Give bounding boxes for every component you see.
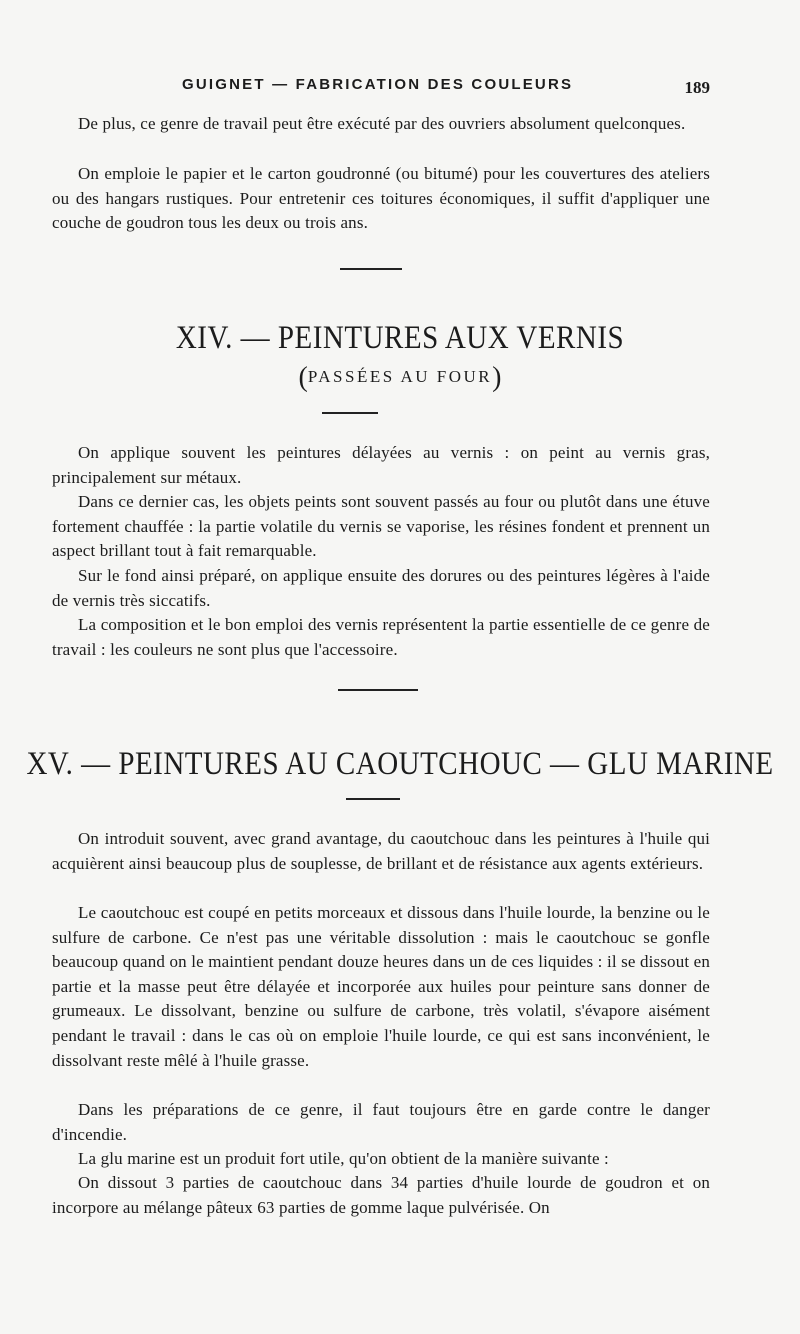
section-subtitle: (PASSÉES AU FOUR) xyxy=(298,362,502,393)
paragraph-text: Dans ce dernier cas, les objets peints sont souvent passés au four ou plutôt dans une étuve fortement chauffée : la partie volatile du vernis se vaporise, les résines fondent et prennent un aspect brillant tout à fait remarquable. xyxy=(52,492,710,561)
section-divider xyxy=(338,689,418,691)
section-title: XV. — PEINTURES AU CAOUTCHOUC — GLU MARINE xyxy=(26,746,774,782)
paragraph: Dans les préparations de ce genre, il faut toujours être en garde contre le danger d'incendie. xyxy=(52,1100,710,1144)
paragraph xyxy=(52,490,710,564)
page-header xyxy=(52,76,710,102)
paragraph: Le caoutchouc est coupé en petits morceaux et dissous dans l'huile lourde, la benzine ou le sulfure de carbone. Ce n'est pas une véritable dissolution : mais le caoutchouc se gonfle beaucoup quand on le maintient pendant douze heures dans un de ces liquides : il se dissout en partie et la masse peut être délayée et incorporée aux huiles pour peinture sans donner de grumeaux. Le dissolvant, benzine ou sulfure de carbone, très volatil, s'évapore aisément pendant le travail : dans le cas où on emploie l'huile lourde, ce qui est sans inconvénient, le dissolvant reste mêlé à l'huile grasse. xyxy=(52,903,710,1070)
running-title: GUIGNET — FABRICATION DES COULEURS xyxy=(182,76,574,93)
paragraph: On dissout 3 parties de caoutchouc dans 34 parties d'huile lourde de goudron et on incorpore au mélange pâteux 63 parties de gomme laque pulvérisée. On xyxy=(52,1173,710,1217)
paragraph: On introduit souvent, avec grand avantage, du caoutchouc dans les peintures à l'huile qui acquièrent ainsi beaucoup plus de souplesse, de brillant et de résistance aux agents extérieurs. xyxy=(52,829,710,873)
paragraph: La glu marine est un produit fort utile, qu'on obtient de la manière suivante : xyxy=(78,1149,609,1168)
paragraph: La composition et le bon emploi des vernis représentent la partie essentielle de ce genre de travail : les couleurs ne sont plus que l'accessoire. xyxy=(52,615,710,659)
title-underline xyxy=(322,412,378,414)
section-subtitle-text: PASSÉES AU FOUR xyxy=(307,367,493,386)
paragraph: De plus, ce genre de travail peut être exécuté par des ouvriers absolument quelconques. xyxy=(78,114,686,133)
paragraph: On applique souvent les peintures délayées au vernis : on peint au vernis gras, principalement sur métaux. xyxy=(52,443,710,487)
title-underline xyxy=(346,798,400,800)
page-number: 189 xyxy=(684,78,710,97)
section-title: XIV. — PEINTURES AUX VERNIS xyxy=(175,320,625,356)
paragraph: Sur le fond ainsi préparé, on applique ensuite des dorures ou des peintures légères à l'aide de vernis très siccatifs. xyxy=(52,566,710,610)
paragraph: On emploie le papier et le carton goudronné (ou bitumé) pour les couvertures des ateliers ou des hangars rustiques. Pour entretenir ces toitures économiques, il suffit d'appliquer une couche de goudron tous les deux ou trois ans. xyxy=(52,164,710,233)
section-divider xyxy=(340,268,402,270)
